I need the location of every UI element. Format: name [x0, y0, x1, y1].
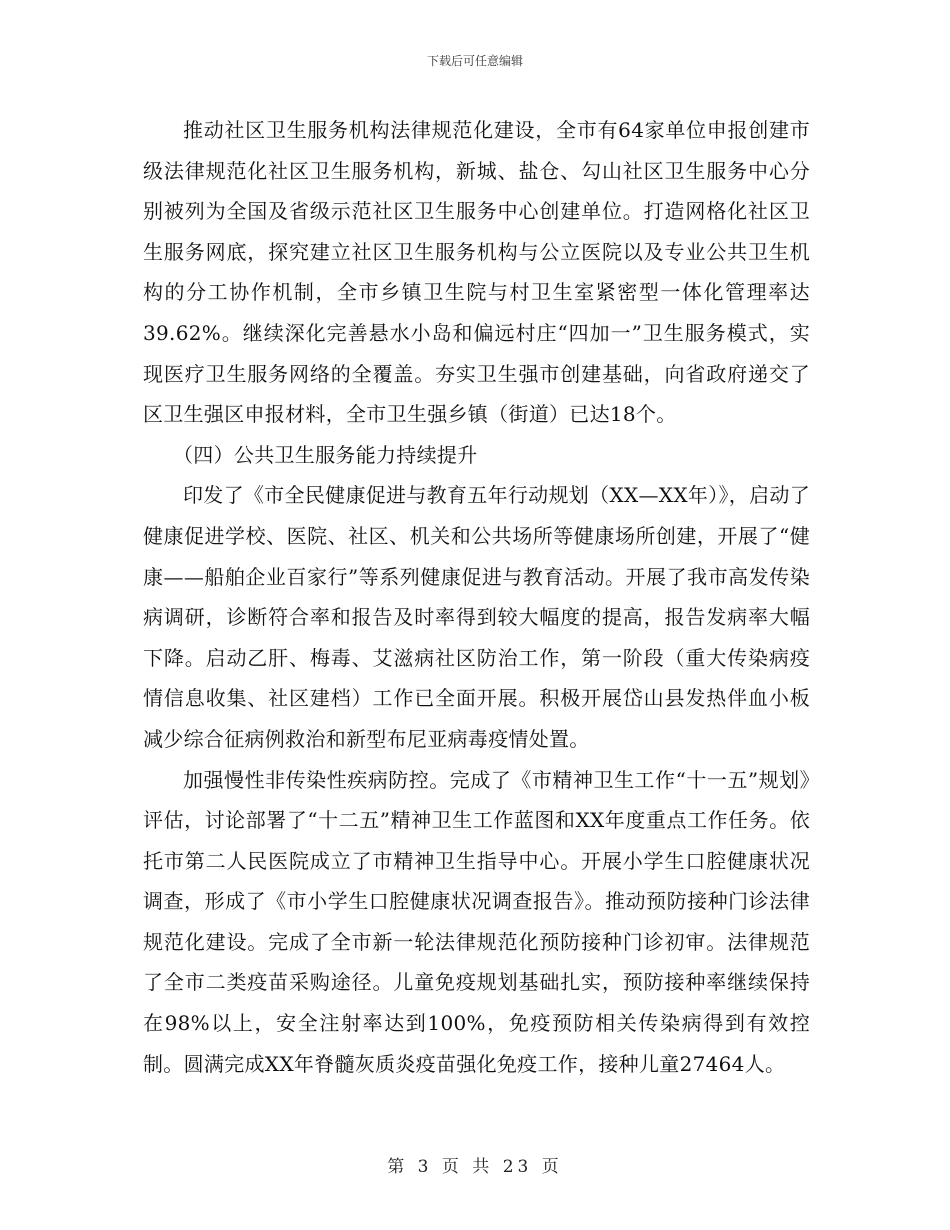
paragraph-community-health: 推动社区卫生服务机构法律规范化建设，全市有64家单位申报创建市级法律规范化社区卫生服务机构，新城、盐仓、勾山社区卫生服务中心分别被列为全国及省级示范社区卫生服务中心创建单位。打造网格化社区卫生服务网底，探究建立社区卫生服务机构与公立医院以及专业公共卫生机构的分工协作机制，全市乡镇卫生院与村卫生室紧密型一体化管理率达39.62%。继续深化完善悬水小岛和偏远村庄“四加一”卫生服务模式，实现医疗卫生服务网络的全覆盖。夯实卫生强市创建基础，向省政府递交了区卫生强区申报材料，全市卫生强乡镇（街道）已达18个。 [143, 118, 810, 427]
document-body [143, 110, 810, 1084]
paragraph-chronic-disease: 加强慢性非传染性疾病防控。完成了《市精神卫生工作“十一五”规划》评估，讨论部署了“十二五”精神卫生工作蓝图和XX年度重点工作任务。依托市第二人民医院成立了市精神卫生指导中心。开展小学生口腔健康状况调查，形成了《市小学生口腔健康状况调查报告》。推动预防接种门诊法律规范化建设。完成了全市新一轮法律规范化预防接种门诊初审。法律规范了全市二类疫苗采购途径。儿童免疫规划基础扎实，预防接种率继续保持在98%以上，安全注射率达到100%，免疫预防相关传染病得到有效控制。圆满完成XX年脊髓灰质炎疫苗强化免疫工作，接种儿童27464人。 [143, 767, 810, 1076]
page-footer: 第 3 页 共 23 页 [387, 1157, 563, 1177]
section-heading-public-health: （四）公共卫生服务能力持续提升 [173, 442, 478, 467]
paragraph-health-promotion: 印发了《市全民健康促进与教育五年行动规划（XX—XX年）》，启动了健康促进学校、医院、社区、机关和公共场所等健康场所创建，开展了“健康——船舶企业百家行”等系列健康促进与教育活动。开展了我市高发传染病调研，诊断符合率和报告及时率得到较大幅度的提高，报告发病率大幅下降。启动乙肝、梅毒、艾滋病社区防治工作，第一阶段（重大传染病疫情信息收集、社区建档）工作已全面开展。积极开展岱山县发热伴血小板减少综合征病例救治和新型布尼亚病毒疫情处置。 [143, 483, 810, 751]
page-header: 下载后可任意编辑 [426, 54, 523, 68]
